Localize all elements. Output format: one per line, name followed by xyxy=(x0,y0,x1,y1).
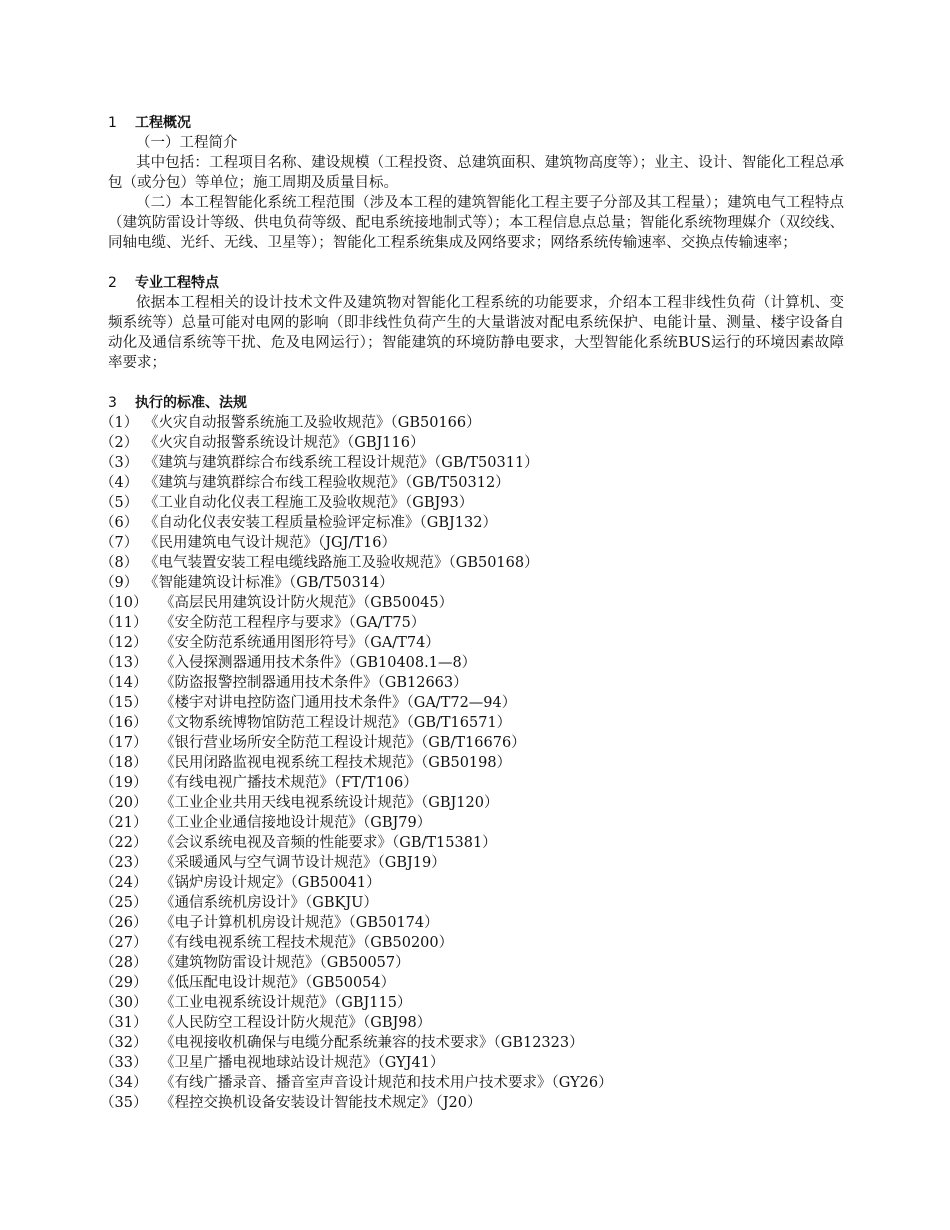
standard-list-item xyxy=(100,1053,844,1073)
spacer xyxy=(108,373,844,393)
section-title: 执行的标准、法规 xyxy=(135,395,247,411)
standard-list-item xyxy=(100,1073,844,1093)
standard-title: 《建筑与建筑群综合布线系统工程设计规范》（GB/T50311） xyxy=(144,455,539,471)
standard-list-item xyxy=(100,733,844,753)
section-number: 1 xyxy=(108,115,117,131)
standard-title: 《有线电视系统工程技术规范》（GB50200） xyxy=(160,935,454,951)
standard-list-item xyxy=(100,553,844,573)
standard-list-item xyxy=(100,493,844,513)
standard-list-item xyxy=(100,793,844,813)
standard-list-item xyxy=(100,413,844,433)
standard-list-item xyxy=(100,653,844,673)
standard-list-item xyxy=(100,973,844,993)
section-number: 2 xyxy=(108,275,117,291)
standard-list-item xyxy=(100,593,844,613)
standard-index: （19） xyxy=(100,775,148,791)
standard-list-item xyxy=(100,993,844,1013)
standard-title: 《民用建筑电气设计规范》（JGJ/T16） xyxy=(144,535,396,551)
standard-title: 《工业自动化仪表工程施工及验收规范》（GBJ93） xyxy=(144,495,474,511)
standard-list-item xyxy=(100,713,844,733)
standard-index: （29） xyxy=(100,975,148,991)
standard-list-item xyxy=(100,573,844,593)
standard-index: （3） xyxy=(100,455,139,471)
standard-index: （18） xyxy=(100,755,148,771)
standard-list-item xyxy=(100,773,844,793)
standard-index: （17） xyxy=(100,735,148,751)
standard-index: （21） xyxy=(100,815,148,831)
standard-list-item xyxy=(100,533,844,553)
standard-title: 《卫星广播电视地球站设计规范》（GYJ41） xyxy=(160,1055,445,1071)
standard-index: （32） xyxy=(100,1035,148,1051)
standard-index: （20） xyxy=(100,795,148,811)
section-1-heading xyxy=(108,113,844,133)
standard-title: 《电视接收机确保与电缆分配系统兼容的技术要求》（GB12323） xyxy=(160,1035,584,1051)
standard-index: （35） xyxy=(100,1095,148,1111)
standard-title: 《低压配电设计规范》（GB50054） xyxy=(160,975,396,991)
standard-index: （23） xyxy=(100,855,148,871)
standard-title: 《有线广播录音、播音室声音设计规范和技术用户技术要求》（GY26） xyxy=(160,1075,613,1091)
standard-index: （34） xyxy=(100,1075,148,1091)
standard-index: （28） xyxy=(100,955,148,971)
standard-index: （12） xyxy=(100,635,148,651)
standard-index: （26） xyxy=(100,915,148,931)
standard-list-item xyxy=(100,913,844,933)
standard-title: 《锅炉房设计规定》（GB50041） xyxy=(160,875,381,891)
standard-index: （24） xyxy=(100,875,148,891)
standard-list-item xyxy=(100,953,844,973)
standards-list xyxy=(100,413,844,1113)
standard-list-item xyxy=(100,813,844,833)
standard-title: 《电子计算机机房设计规范》（GB50174） xyxy=(160,915,439,931)
standard-index: （13） xyxy=(100,655,148,671)
standard-title: 《通信系统机房设计》（GBKJU） xyxy=(160,895,378,911)
standard-title: 《工业企业共用天线电视系统设计规范》（GBJ120） xyxy=(160,795,499,811)
standard-index: （22） xyxy=(100,835,148,851)
standard-title: 《文物系统博物馆防范工程设计规范》（GB/T16571） xyxy=(160,715,512,731)
paragraph: 依据本工程相关的设计技术文件及建筑物对智能化工程系统的功能要求，介绍本工程非线性负荷（计算机、变频系统等）总量可能对电网的影响（即非线性负荷产生的大量谐波对配电系统保护、电能计量、测量、楼宇设备自动化及通信系统等干扰、危及电网运行）；智能建筑的环境防静电要求，大型智能化系统BUS运行的环境因素故障率要求； xyxy=(108,295,844,371)
standard-index: （31） xyxy=(100,1015,148,1031)
section-title: 工程概况 xyxy=(135,115,191,131)
standard-list-item xyxy=(100,873,844,893)
standard-title: 《入侵探测器通用技术条件》（GB10408.1—8） xyxy=(160,655,477,671)
document-page xyxy=(100,113,844,1113)
standard-list-item xyxy=(100,473,844,493)
standard-title: 《智能建筑设计标准》（GB/T50314） xyxy=(144,575,394,591)
paragraph: 其中包括：工程项目名称、建设规模（工程投资、总建筑面积、建筑物高度等）；业主、设计、智能化工程总承包（或分包）等单位；施工周期及质量目标。 xyxy=(108,155,844,191)
standard-list-item xyxy=(100,1013,844,1033)
subheading: （一）工程简介 xyxy=(136,135,238,151)
standard-index: （6） xyxy=(100,515,139,531)
standard-title: 《火灾自动报警系统施工及验收规范》（GB50166） xyxy=(144,415,481,431)
section-3-heading xyxy=(108,393,844,413)
standard-index: （1） xyxy=(100,415,139,431)
standard-title: 《程控交换机设备安装设计智能技术规定》（J20） xyxy=(160,1095,482,1111)
standard-index: （9） xyxy=(100,575,139,591)
standard-index: （10） xyxy=(100,595,148,611)
standard-title: 《民用闭路监视电视系统工程技术规范》（GB50198） xyxy=(160,755,512,771)
standard-list-item xyxy=(100,853,844,873)
standard-list-item xyxy=(100,453,844,473)
standard-list-item xyxy=(100,633,844,653)
standard-list-item xyxy=(100,1093,844,1113)
standard-title: 《采暖通风与空气调节设计规范》（GBJ19） xyxy=(160,855,446,871)
standard-title: 《人民防空工程设计防火规范》（GBJ98） xyxy=(160,1015,432,1031)
standard-list-item xyxy=(100,933,844,953)
standard-list-item xyxy=(100,613,844,633)
standard-index: （4） xyxy=(100,475,139,491)
paragraph: （二）本工程智能化系统工程范围（涉及本工程的建筑智能化工程主要子分部及其工程量）；建筑电气工程特点（建筑防雷设计等级、供电负荷等级、配电系统接地制式等）；本工程信息点总量；智能化系统物理媒介（双绞线、同轴电缆、光纤、无线、卫星等）；智能化工程系统集成及网络要求；网络系统传输速率、交换点传输速率； xyxy=(108,195,844,251)
standard-title: 《自动化仪表安装工程质量检验评定标准》（GBJ132） xyxy=(144,515,497,531)
standard-list-item xyxy=(100,833,844,853)
standard-index: （7） xyxy=(100,535,139,551)
standard-title: 《有线电视广播技术规范》（FT/T106） xyxy=(160,775,418,791)
standard-title: 《银行营业场所安全防范工程设计规范》（GB/T16676） xyxy=(160,735,526,751)
standard-index: （16） xyxy=(100,715,148,731)
standard-index: （5） xyxy=(100,495,139,511)
section-number: 3 xyxy=(108,395,117,411)
spacer xyxy=(108,253,844,273)
section-title: 专业工程特点 xyxy=(135,275,219,291)
standard-title: 《楼宇对讲电控防盗门通用技术条件》（GA/T72—94） xyxy=(160,695,517,711)
standard-title: 《会议系统电视及音频的性能要求》（GB/T15381） xyxy=(160,835,497,851)
standard-title: 《建筑与建筑群综合布线工程验收规范》（GB/T50312） xyxy=(144,475,510,491)
standard-index: （14） xyxy=(100,675,148,691)
standard-list-item xyxy=(100,753,844,773)
standard-title: 《安全防范系统通用图形符号》（GA/T74） xyxy=(160,635,440,651)
standard-title: 《工业企业通信接地设计规范》（GBJ79） xyxy=(160,815,432,831)
standard-index: （2） xyxy=(100,435,139,451)
standard-title: 《高层民用建筑设计防火规范》（GB50045） xyxy=(160,595,454,611)
standard-list-item xyxy=(100,513,844,533)
standard-title: 《火灾自动报警系统设计规范》（GBJ116） xyxy=(144,435,425,451)
standard-index: （30） xyxy=(100,995,148,1011)
section-2-heading xyxy=(108,273,844,293)
standard-list-item xyxy=(100,893,844,913)
standard-title: 《电气装置安装工程电缆线路施工及验收规范》（GB50168） xyxy=(144,555,539,571)
standard-list-item xyxy=(100,1033,844,1053)
standard-index: （25） xyxy=(100,895,148,911)
standard-list-item xyxy=(100,673,844,693)
standard-list-item xyxy=(100,433,844,453)
standard-title: 《工业电视系统设计规范》（GBJ115） xyxy=(160,995,412,1011)
standard-title: 《防盗报警控制器通用技术条件》（GB12663） xyxy=(160,675,468,691)
standard-title: 《安全防范工程程序与要求》（GA/T75） xyxy=(160,615,426,631)
standard-index: （11） xyxy=(100,615,148,631)
standard-title: 《建筑物防雷设计规范》（GB50057） xyxy=(160,955,410,971)
standard-index: （33） xyxy=(100,1055,148,1071)
standard-index: （27） xyxy=(100,935,148,951)
standard-list-item xyxy=(100,693,844,713)
standard-index: （8） xyxy=(100,555,139,571)
standard-index: （15） xyxy=(100,695,148,711)
